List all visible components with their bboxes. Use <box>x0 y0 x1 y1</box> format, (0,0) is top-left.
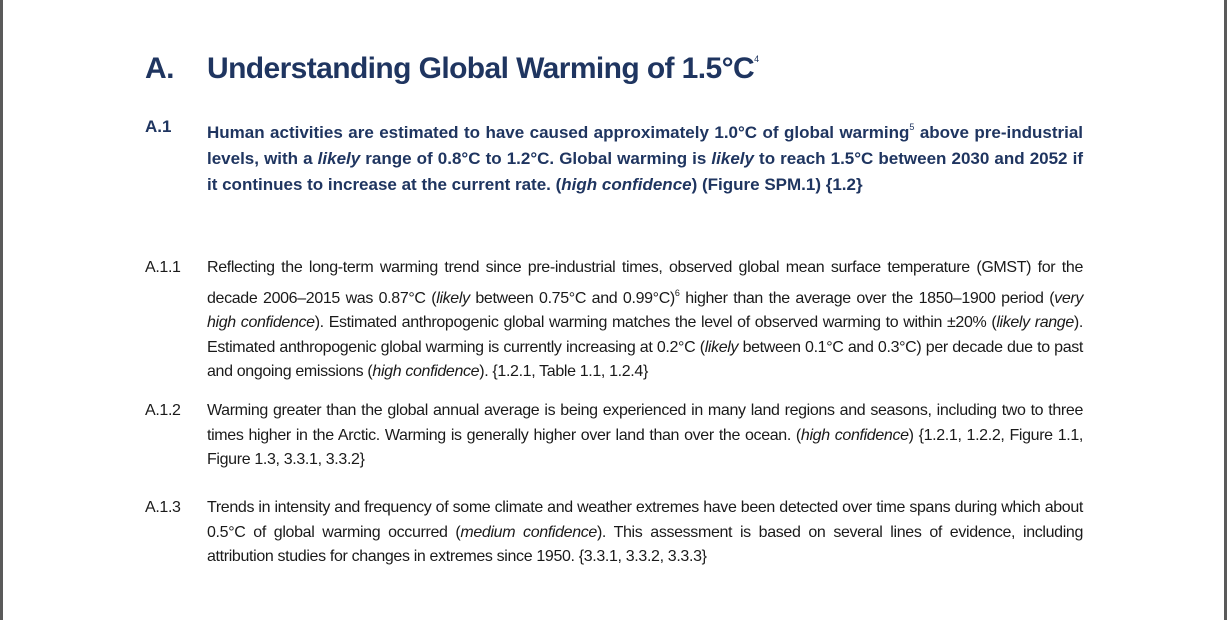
italic-run: likely range <box>996 314 1074 331</box>
footnote-ref: 4 <box>754 54 759 64</box>
statement-number: A.1.2 <box>145 402 181 419</box>
window-left-border <box>0 0 3 620</box>
text-run: above pre-industrial levels, with a <box>207 123 1084 168</box>
statement-text <box>207 256 1083 385</box>
text-run: range of 0.8°C to 1.2°C. Global warming is <box>360 149 712 168</box>
text-run: ). This assessment is based on several lines of evidence, including attribution studies for changes in extremes since 1950. {3.3.1, 3.3.2, 3.3.3} <box>207 523 1084 565</box>
text-run: higher than the average over the 1850–1900 period ( <box>679 289 1055 307</box>
italic-run: likely <box>317 149 361 168</box>
statement-number: A.1.1 <box>145 259 181 276</box>
statement-text <box>207 496 1083 570</box>
italic-run: high confidence <box>800 426 909 444</box>
section-title-text: Understanding Global Warming of 1.5°C <box>207 52 755 85</box>
text-run: ). Estimated anthropogenic global warming is currently increasing at 0.2°C ( <box>207 314 1083 356</box>
statement-text <box>207 399 1083 473</box>
statement-number: A.1.3 <box>145 499 181 516</box>
italic-run: very high confidence <box>207 289 1083 331</box>
section-title <box>207 52 758 86</box>
text-run: Warming greater than the global annual average is being experienced in many land regions and seasons, including two to three times higher in the Arctic. Warming is generally higher over land than over the ocean. ( <box>207 402 1083 444</box>
text-run: Reflecting the long-term warming trend since pre-industrial times, observed global mean surface temperature (GMST) for the decade 2006–2015 was 0.87°C ( <box>207 259 1083 307</box>
italic-run: likely <box>704 338 739 356</box>
italic-run: likely <box>711 149 754 168</box>
text-run: ) (Figure SPM.1) {1.2} <box>691 175 863 194</box>
text-run: ). Estimated anthropogenic global warming matches the level of observed warming to within ±20% ( <box>314 314 997 331</box>
text-run: ) {1.2.1, 1.2.2, Figure 1.1, Figure 1.3, 3.3.1, 3.3.2} <box>207 426 1083 468</box>
text-run: ). {1.2.1, Table 1.1, 1.2.4} <box>479 363 648 380</box>
italic-run: likely <box>436 289 470 307</box>
italic-run: high confidence <box>561 175 692 194</box>
footnote-ref: 5 <box>909 122 915 132</box>
statement-text <box>207 114 1083 198</box>
text-run: Human activities are estimated to have caused approximately 1.0°C of global warming <box>207 123 910 142</box>
section-number: A. <box>145 52 174 85</box>
footnote-ref: 6 <box>674 287 680 298</box>
text-run: between 0.75°C and 0.99°C) <box>469 289 675 307</box>
italic-run: high confidence <box>372 363 480 380</box>
text-run: between 0.1°C and 0.3°C) per decade due to past and ongoing emissions ( <box>207 338 1083 380</box>
statement-number: A.1 <box>145 117 172 136</box>
text-run: to reach 1.5°C between 2030 and 2052 if it continues to increase at the current rate. ( <box>207 149 1083 194</box>
italic-run: medium confidence <box>460 523 597 541</box>
text-run: Trends in intensity and frequency of some climate and weather extremes have been detected over time spans during which about 0.5°C of global warming occurred ( <box>207 499 1083 541</box>
